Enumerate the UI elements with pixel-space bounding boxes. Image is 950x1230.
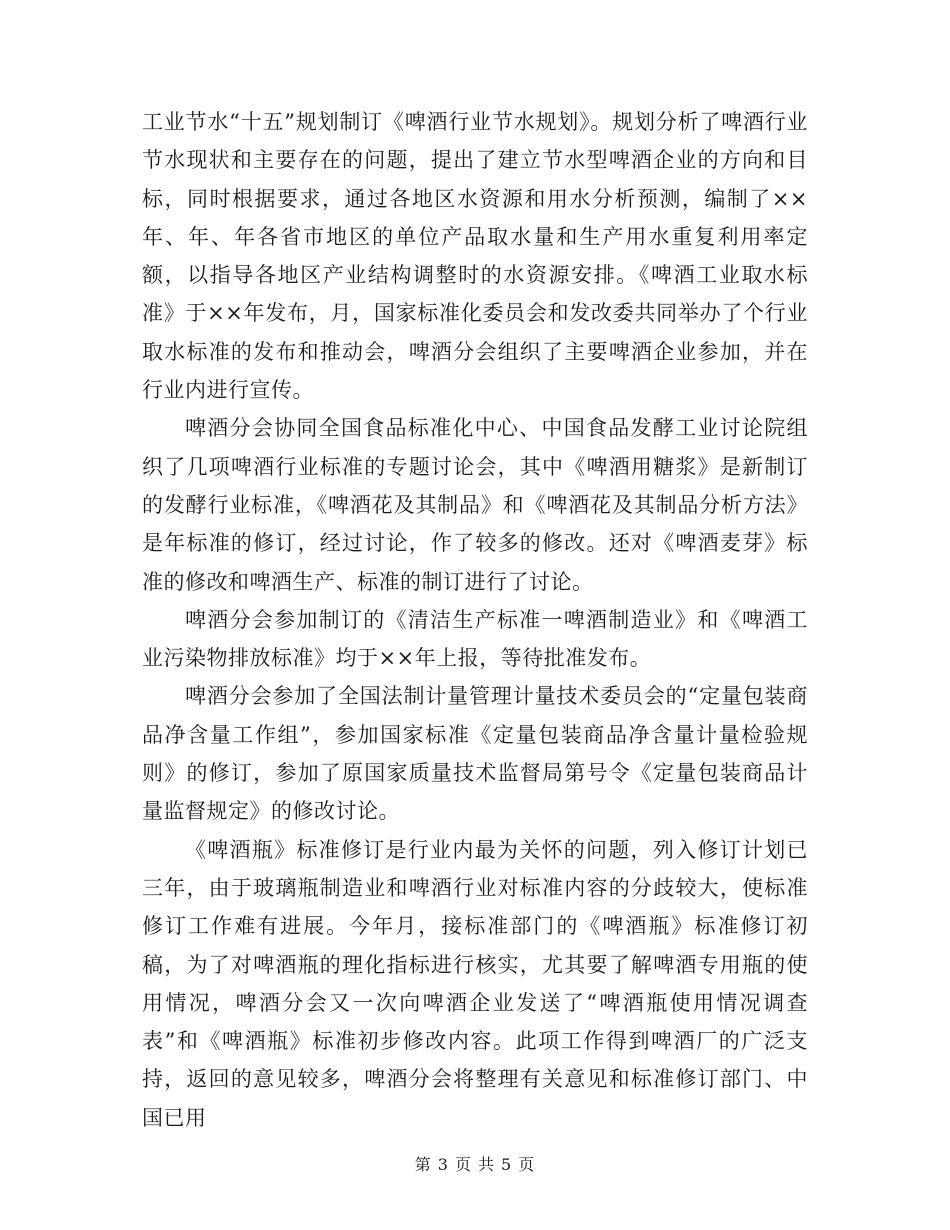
paragraph-2: 啤酒分会协同全国食品标准化中心、中国食品发酵工业讨论院组织了几项啤酒行业标准的专题讨论会，其中《啤酒用糖浆》是新制订的发酵行业标准，《啤酒花及其制品》和《啤酒花及其制品分析方法》是年标准的修订，经过讨论，作了较多的修改。还对《啤酒麦芽》标准的修改和啤酒生产、标准的制订进行了讨论。 bbox=[142, 416, 808, 594]
footer-current-page: 3 bbox=[437, 1155, 449, 1174]
paragraph-5: 《啤酒瓶》标准修订是行业内最为关怀的问题，列入修订计划已三年，由于玻璃瓶制造业和啤酒行业对标准内容的分歧较大，使标准修订工作难有进展。今年月，接标准部门的《啤酒瓶》标准修订初稿，为了对啤酒瓶的理化指标进行核实，尤其要了解啤酒专用瓶的使用情况，啤酒分会又一次向啤酒企业发送了“啤酒瓶使用情况调查表”和《啤酒瓶》标准初步修改内容。此项工作得到啤酒厂的广泛支持，返回的意见较多，啤酒分会将整理有关意见和标准修订部门、中国已用 bbox=[142, 837, 808, 1130]
footer-middle: 页 共 bbox=[454, 1155, 496, 1174]
footer-suffix: 页 bbox=[518, 1155, 536, 1174]
page-footer bbox=[0, 1152, 950, 1175]
paragraph-4: 啤酒分会参加了全国法制计量管理计量技术委员会的“定量包装商品净含量工作组”，参加国家标准《定量包装商品净含量计量检验规则》的修订，参加了原国家质量技术监督局第号令《定量包装商品计量监督规定》的修改讨论。 bbox=[142, 684, 808, 824]
paragraph-3: 啤酒分会参加制订的《清洁生产标准一啤酒制造业》和《啤酒工业污染物排放标准》均于××年上报，等待批准发布。 bbox=[142, 607, 808, 671]
paragraph-1: 工业节水“十五”规划制订《啤酒行业节水规划》。规划分析了啤酒行业节水现状和主要存在的问题，提出了建立节水型啤酒企业的方向和目标，同时根据要求，通过各地区水资源和用水分析预测，编制了××年、年、年各省市地区的单位产品取水量和生产用水重复利用率定额，以指导各地区产业结构调整时的水资源安排。《啤酒工业取水标准》于××年发布，月，国家标准化委员会和发改委共同举办了个行业取水标准的发布和推动会，啤酒分会组织了主要啤酒企业参加，并在行业内进行宣传。 bbox=[142, 110, 808, 403]
document-body bbox=[142, 103, 808, 1137]
footer-prefix: 第 bbox=[414, 1155, 432, 1174]
footer-total-pages: 5 bbox=[501, 1155, 513, 1174]
